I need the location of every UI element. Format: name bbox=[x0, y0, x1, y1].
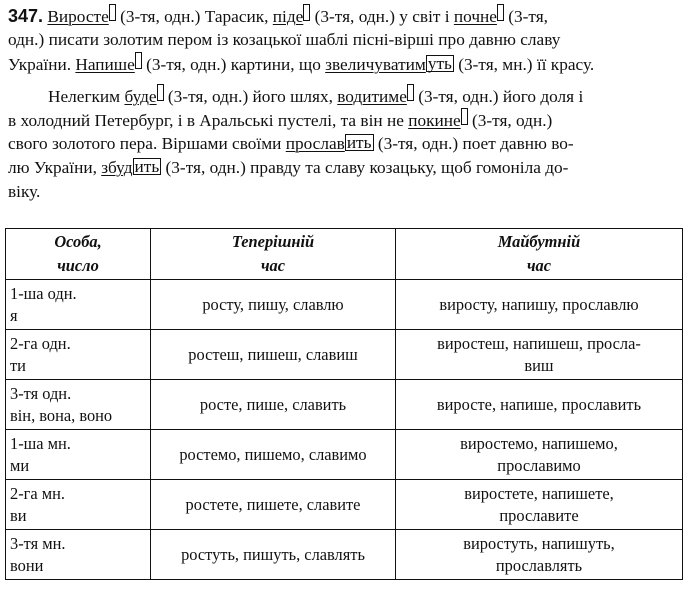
ending-box bbox=[497, 4, 504, 21]
present-cell: ростеш, пишеш, славиш bbox=[151, 330, 396, 380]
future-cell: виростете, напишете, прославите bbox=[396, 480, 683, 530]
table-row bbox=[6, 530, 683, 580]
future-cell: виросте, напише, прославить bbox=[396, 380, 683, 430]
header-present-tense: Теперішній час bbox=[151, 229, 396, 280]
verb-pochne: почне bbox=[453, 7, 497, 26]
text: в холодний Петербург, і в Аральські пустелі, та він не bbox=[8, 111, 409, 130]
person-cell: 1-ша одн. я bbox=[6, 280, 151, 330]
paragraph1-line1 bbox=[8, 4, 548, 28]
text: (3-тя, мн.) її красу. bbox=[453, 55, 595, 74]
text: (3-тя, одн.) у світ і bbox=[310, 7, 454, 26]
verb-vodytyme: водитиме bbox=[337, 87, 407, 106]
table-row bbox=[6, 280, 683, 330]
paragraph1-line3 bbox=[8, 52, 594, 76]
table-row bbox=[6, 380, 683, 430]
text: (3-тя, одн.) картини, що bbox=[141, 55, 326, 74]
person-cell: 3-тя одн. він, вона, воно bbox=[6, 380, 151, 430]
present-cell: росту, пишу, славлю bbox=[151, 280, 396, 330]
paragraph1-line2: одн.) писати золотим пером із козацької шаблі пісні-вірші про давню славу bbox=[8, 30, 561, 49]
future-cell: виростеш, напишеш, просла- виш bbox=[396, 330, 683, 380]
verb-pide: піде bbox=[272, 7, 304, 26]
text: Нелегким bbox=[48, 87, 125, 106]
verb-pokyne: покине bbox=[408, 111, 461, 130]
present-cell: ростемо, пишемо, славимо bbox=[151, 430, 396, 480]
text: (3-тя, одн.) його шлях, bbox=[163, 87, 338, 106]
future-cell: виростуть, напишуть, прославлять bbox=[396, 530, 683, 580]
verb-zvelychuvatymut-stem: звеличуватим bbox=[325, 55, 426, 74]
text: свого золотого пера. Віршами своїми bbox=[8, 134, 286, 153]
text: (3-тя, одн.) його доля і bbox=[413, 87, 584, 106]
person-cell: 3-тя мн. вони bbox=[6, 530, 151, 580]
person-cell: 2-га мн. ви bbox=[6, 480, 151, 530]
text: (3-тя, одн.) bbox=[467, 111, 553, 130]
exercise-number: 347. bbox=[8, 6, 44, 26]
header-person-number: Особа, число bbox=[6, 229, 151, 280]
verb-napyshe: Напише bbox=[75, 55, 135, 74]
person-cell: 1-ша мн. ми bbox=[6, 430, 151, 480]
header-future-tense: Майбутній час bbox=[396, 229, 683, 280]
ending-box bbox=[461, 108, 468, 125]
ending-box: ить bbox=[134, 157, 160, 176]
table-row bbox=[6, 330, 683, 380]
text: (3-тя, bbox=[503, 7, 549, 26]
text: України. bbox=[8, 55, 76, 74]
ending-box bbox=[135, 52, 142, 69]
text: (3-тя, одн.) поет давню во- bbox=[373, 134, 574, 153]
verb-vyroste: Виросте bbox=[47, 7, 109, 26]
paragraph2-line1 bbox=[48, 84, 583, 108]
future-cell: виростемо, напишемо, прославимо bbox=[396, 430, 683, 480]
paragraph2-line4 bbox=[8, 156, 568, 179]
ending-box: уть bbox=[427, 54, 452, 73]
verb-proslavyt-stem: прослав bbox=[285, 134, 345, 153]
text: (3-тя, одн.) Тарасик, bbox=[115, 7, 273, 26]
verb-bude: буде bbox=[124, 87, 157, 106]
table-header-row bbox=[6, 229, 683, 280]
paragraph2-line3 bbox=[8, 132, 574, 155]
paragraph2-line2 bbox=[8, 108, 552, 132]
paragraph2-line5: віку. bbox=[8, 182, 41, 201]
future-cell: виросту, напишу, прославлю bbox=[396, 280, 683, 330]
present-cell: ростуть, пишуть, славлять bbox=[151, 530, 396, 580]
table-row bbox=[6, 480, 683, 530]
text: лю України, bbox=[8, 158, 102, 177]
person-cell: 2-га одн. ти bbox=[6, 330, 151, 380]
ending-box bbox=[109, 4, 116, 21]
present-cell: росте, пише, славить bbox=[151, 380, 396, 430]
text: (3-тя, одн.) правду та славу козацьку, щоб гомоніла до- bbox=[161, 158, 569, 177]
conjugation-table bbox=[5, 228, 683, 580]
ending-box bbox=[157, 84, 164, 101]
verb-zbudyt-stem: збуд bbox=[101, 158, 133, 177]
present-cell: ростете, пишете, славите bbox=[151, 480, 396, 530]
ending-box: ить bbox=[346, 133, 372, 152]
ending-box bbox=[407, 84, 414, 101]
table-row bbox=[6, 430, 683, 480]
